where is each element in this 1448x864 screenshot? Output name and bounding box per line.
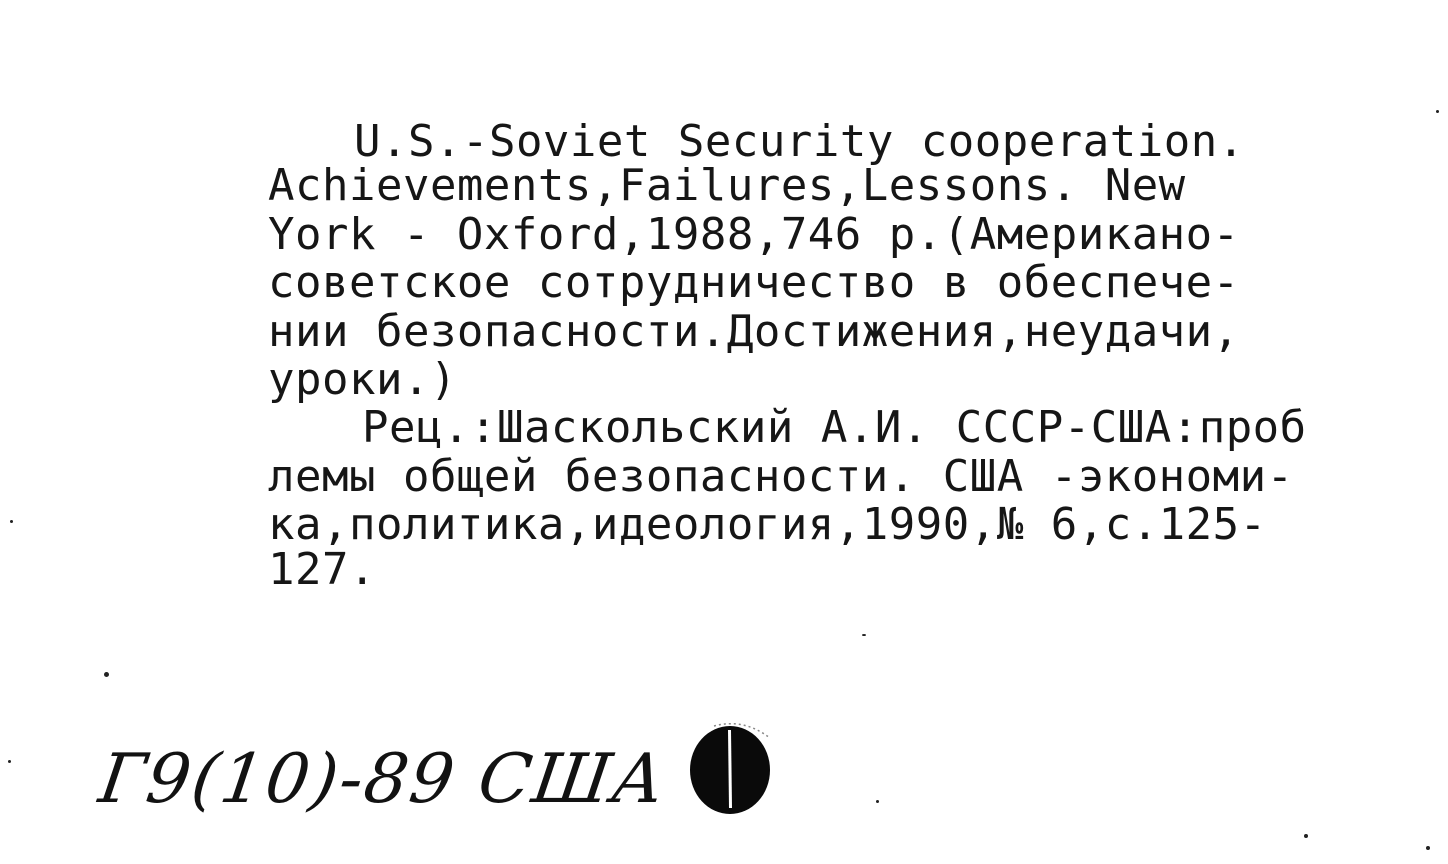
entry-line: нии безопасности.Достижения,неудачи, (268, 305, 1240, 357)
entry-line: York - Oxford,1988,746 p.(Американо- (268, 208, 1240, 260)
review-line: ка,политика,идеология,1990,№ 6,с.125- (268, 499, 1267, 551)
ink-speck (104, 672, 109, 677)
ink-speck (1304, 834, 1308, 838)
ink-speck (1426, 846, 1430, 850)
review-line: лемы общей безопасности. США -экономи- (268, 450, 1294, 502)
ink-speck (8, 760, 11, 763)
review-line: 127. (268, 543, 376, 595)
ink-speck (876, 800, 879, 803)
bibliographic-entry (268, 118, 1443, 594)
ink-speck (10, 520, 13, 523)
entry-line: советское сотрудничество в обеспече- (268, 257, 1240, 309)
ink-speck (1436, 110, 1439, 113)
entry-line: уроки.) (268, 353, 457, 405)
entry-line: Achievements,Failures,Lessons. New (268, 160, 1186, 212)
entry-line: U.S.-Soviet Security cooperation. (354, 116, 1245, 167)
shelfmark-handwritten: Г9(10)-89 США (94, 740, 672, 819)
ink-speck (862, 634, 866, 636)
review-line: Рец.:Шаскольский А.И. СССР-США:проб (362, 402, 1307, 454)
punch-hole-icon (684, 720, 776, 816)
